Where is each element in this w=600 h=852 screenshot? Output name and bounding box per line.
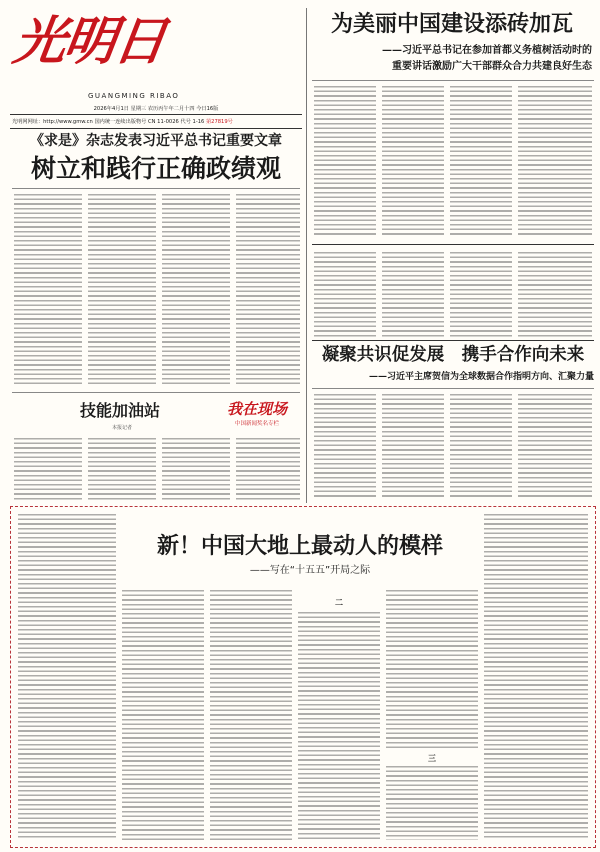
website-text: 光明网网址：http://www.gmw.cn [12,119,93,125]
feature-badge-subtitle: 中国新闻奖名专栏 [234,421,279,427]
masthead-logo: 光明日報 [9,11,169,72]
qiushi-kicker: 《求是》杂志发表习近平总书记重要文章 [30,133,282,149]
qiushi-col-2 [88,194,156,384]
feature-col-2 [88,438,156,500]
mid-col-1 [314,252,376,337]
consensus-title: 凝聚共识促发展 携手合作向未来 [321,345,585,365]
top-story-col-3 [450,86,512,236]
feature-col-1 [14,438,82,500]
dateline-bar [12,117,300,127]
issue-number: 第27819号 [205,119,233,125]
qiushi-col-4 [236,194,300,384]
bottom-story-title: 新！中国大地上最动人的模样 [156,534,443,559]
date-text: 2026年4月1日 [93,106,129,112]
bottom-col-1 [18,514,116,840]
qiushi-title: 树立和践行正确政绩观 [30,154,281,183]
masthead-pinyin: GUANGMING RIBAO [88,92,180,100]
date-row [12,105,300,114]
feature-badge [216,398,298,434]
qiushi-col-3 [162,194,230,384]
feature-badge-title: 我在现场 [226,400,287,418]
bottom-col-5a [386,590,478,750]
top-story-col-4 [518,86,592,236]
issn-text: 国内统一连续出版物号 CN 11-0026 [94,119,179,125]
section-two-marker: 二 [335,597,343,607]
consensus-col-2 [382,394,444,500]
bottom-col-2 [122,590,204,840]
top-story-subtitle-1: ——习近平总书记在参加首都义务植树活动时的 [382,45,592,56]
mid-col-4 [518,252,592,337]
bottom-col-5b [386,766,478,840]
bottom-story-subtitle: ——写在“十五五”开局之际 [249,565,371,576]
feature-box-title: 技能加油站 [79,401,160,420]
feature-col-4 [236,438,300,500]
top-story-title: 为美丽中国建设添砖加瓦 [330,12,573,37]
mid-col-3 [450,252,512,337]
consensus-col-4 [518,394,592,500]
top-story-col-1 [314,86,376,236]
bottom-col-4 [298,612,380,840]
feature-col-3 [162,438,230,500]
code-text: 代号 1-16 [180,119,205,125]
top-story-col-2 [382,86,444,236]
weekday-text: 星期三 [130,106,147,112]
consensus-col-3 [450,394,512,500]
consensus-col-1 [314,394,376,500]
qiushi-col-1 [14,194,82,384]
page-count-text: 今日16版 [196,106,219,112]
bottom-col-3 [210,590,292,840]
section-three-marker: 三 [428,753,436,763]
feature-box-byline: 本报记者 [111,425,132,431]
bottom-col-6 [484,514,588,840]
top-story-subtitle-2: 重要讲话激励广大干部群众合力共建良好生态 [392,61,592,72]
mid-col-2 [382,252,444,337]
lunar-date-text: 农历丙午年二月十四 [147,106,195,112]
consensus-subtitle: ——习近平主席贺信为全球数据合作指明方向、汇聚力量 [368,372,594,382]
